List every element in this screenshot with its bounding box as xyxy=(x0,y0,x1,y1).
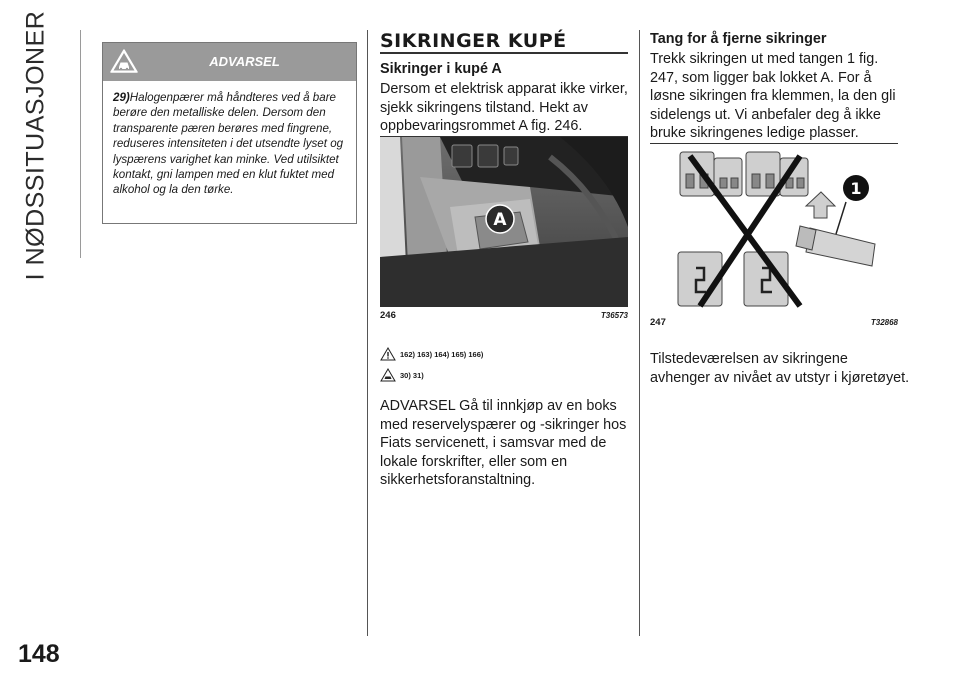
warning-box-header xyxy=(103,43,356,81)
right-paragraph-2: Tilstedeværelsen av sikringene avhenger av nivået av utstyr i kjøretøyet. xyxy=(650,351,910,386)
figure-247-callout: 1 xyxy=(850,179,862,198)
warning-box-title: ADVARSEL xyxy=(209,54,280,69)
figure-247-code: T32868 xyxy=(870,318,898,327)
column-divider-2 xyxy=(639,30,640,636)
body-paragraph: Dersom et elektrisk apparat ikke virker, sjekk sikringens tilstand. Hekt av oppbevaringsrommet A fig. 246. xyxy=(380,81,628,135)
figure-246-code: T36573 xyxy=(600,311,628,320)
heading-rule xyxy=(380,52,628,54)
warning-ref: 29) xyxy=(113,91,130,104)
section-title-text: I NØDSSITUASJONER xyxy=(21,10,50,280)
right-paragraph: Trekk sikringen ut med tangen 1 fig. 247, som ligger bak lokket A. For å løsne sikringen fra klemmen, la den gli sidelengs ut. Vi anbefaler deg å ikke bruke sikringenes ledige plasser. xyxy=(650,51,896,142)
warning-box-body xyxy=(103,81,356,198)
figure-246 xyxy=(380,136,628,321)
section-title-vertical xyxy=(16,10,56,280)
section-heading: SIKRINGER KUPÉ xyxy=(380,30,567,52)
car-caution-small-icon xyxy=(380,368,396,382)
warning-refs-line xyxy=(380,347,483,361)
caution-refs: 30) 31) xyxy=(400,370,424,380)
sidebar-divider xyxy=(80,30,81,258)
figure-247 xyxy=(650,143,898,328)
fuse-puller-illustration xyxy=(650,144,898,314)
caution-refs-line xyxy=(380,368,424,382)
warning-box xyxy=(102,42,357,224)
body-paragraph-2: ADVARSEL Gå til innkjøp av en boks med reservelyspærer og -sikringer hos Fiats servicenett, i samsvar med de lokale forskrifter, eller som en sikkerhetsforanstaltning. xyxy=(380,398,627,489)
subheading: Sikringer i kupé A xyxy=(380,61,502,77)
dashboard-fuse-compartment-image xyxy=(380,137,628,307)
figure-246-number: 246 xyxy=(380,310,396,321)
warning-text: Halogenpærer må håndteres ved å bare berøre den metalliske delen. Dersom den transparente pæren berøres med fingrene, reduseres intensiteten i det utsendte lyset og lyspærens varighet kan minke. Ved utilsiktet kontakt, gni lampen med en klut fuktet med alkohol og la den tørke. xyxy=(113,91,344,197)
figure-247-number: 247 xyxy=(650,317,666,328)
warning-refs: 162) 163) 164) 165) 166) xyxy=(400,349,484,359)
right-heading: Tang for å fjerne sikringer xyxy=(650,31,827,47)
figure-246-callout: A xyxy=(493,210,507,230)
warning-small-icon xyxy=(380,347,396,361)
page-number: 148 xyxy=(18,640,60,668)
column-divider-1 xyxy=(367,30,368,636)
